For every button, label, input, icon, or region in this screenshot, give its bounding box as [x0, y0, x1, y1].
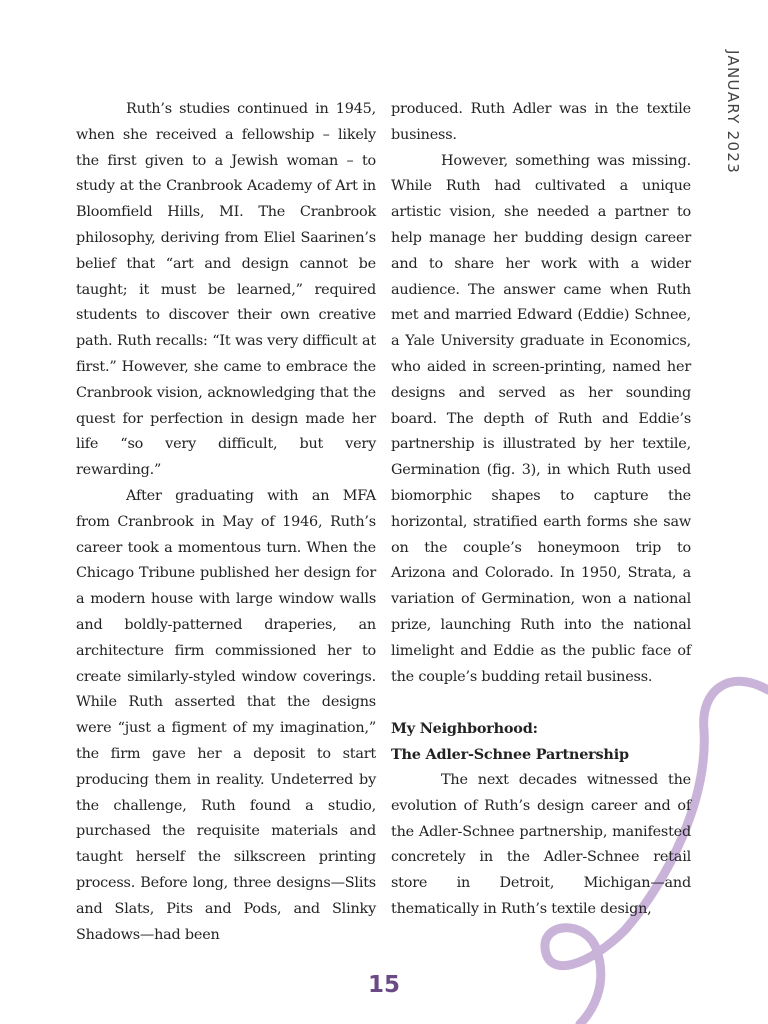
paragraph: After graduating with an MFA from Cranbrook in May of 1946, Ruth’s career took a momentous turn. When the Chicago Tribune published her design for a modern house with large window walls and boldly-patterned draperies, an architecture firm commissioned her to create similarly-styled window coverings. While Ruth asserted that the designs were “just a figment of my imagination,” the firm gave her a deposit to start producing them in reality. Undeterred by the challenge, Ruth found a studio, purchased the requisite materials and taught herself the silkscreen printing process. Before long, three designs—Slits and Slats, Pits and Pods, and Slinky Shadows—had been	[76, 487, 376, 943]
paragraph: Ruth’s studies continued in 1945, when she received a fellowship – likely the first given to a Jewish woman – to study at the Cranbrook Academy of Art in Bloomfield Hills, MI. The Cranbrook philosophy, deriving from Eliel Saarinen’s belief that “art and design cannot be taught; it must be learned,” required students to discover their own creative path. Ruth recalls: “It was very difficult at first.” However, she came to embrace the Cranbrook vision, acknowledging that the quest for perfection in design made her life “so very difficult, but very rewarding.”	[76, 101, 376, 479]
spacer	[391, 690, 691, 716]
section-heading-line-1: My Neighborhood:	[391, 720, 538, 738]
paragraph: However, something was missing. While Ruth had cultivated a unique artistic vision, she needed a partner to help manage her budding design career and to share her work with a wider audience. The answer came when Ruth met and married Edward (Eddie) Schnee, a Yale University graduate in Economics, who aided in screen-printing, named her designs and served as her sounding board. The depth of Ruth and Eddie’s partnership is illustrated by her textile, Germination (fig. 3), in which Ruth used biomorphic shapes to capture the horizontal, stratified earth forms she saw on the couple’s honeymoon trip to Arizona and Colorado. In 1950, Strata, a variation of Germination, won a national prize, launching Ruth into the national limelight and Eddie as the public face of the couple’s budding retail business.	[391, 152, 691, 685]
section-heading	[391, 716, 691, 768]
issue-date: JANUARY 2023	[724, 50, 742, 175]
section-heading-line-2: The Adler-Schnee Partnership	[391, 746, 629, 764]
page-number: 15	[367, 972, 400, 998]
paragraph: The next decades witnessed the evolution of Ruth’s design career and of the Adler-Schnee partnership, manifested concretely in the Adler-Schnee retail store in Detroit, Michigan—and thematically in Ruth’s textile design,	[391, 771, 691, 917]
left-column	[76, 97, 376, 948]
paragraph: produced. Ruth Adler was in the textile business.	[391, 101, 691, 143]
right-column	[391, 97, 691, 923]
